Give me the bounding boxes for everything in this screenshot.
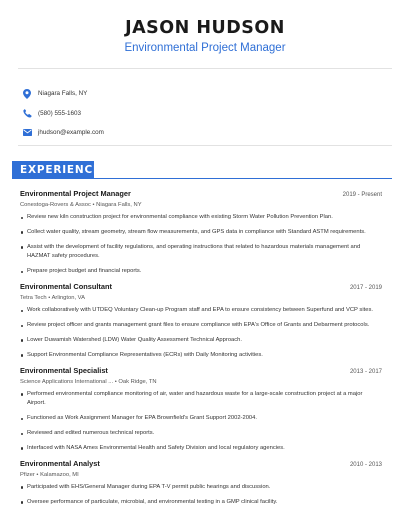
job-bullet: Collect water quality, stream geometry, stream flow measurements, and GPS data in compliance with Standard ASTM requirements.: [27, 228, 382, 238]
job-bullet: Participated with EHS/General Manager during EPA T-V permit public hearings and discussion.: [27, 483, 382, 493]
job-bullet: Performed environmental compliance monitoring of air, water and hazardous waste for a large-scale construction project at a major Airport.: [27, 390, 382, 409]
job-entry: [20, 282, 382, 360]
job-title: Environmental Analyst: [20, 458, 100, 468]
header-divider: [18, 68, 392, 69]
contact-phone: [22, 104, 104, 124]
job-title: Environmental Specialist: [20, 365, 108, 375]
job-dates: 2013 - 2017: [349, 368, 382, 375]
job-entry: [20, 189, 382, 277]
job-bullet: Support Environmental Compliance Representatives (ECRs) with Daily Monitoring activities.: [27, 351, 382, 361]
experience-heading-rule: [94, 178, 392, 179]
job-bullet: Review project officer and grants management grant files to ensure compliance with EPA's Office of Grants and Debarment protocols.: [27, 321, 382, 331]
candidate-name: JASON HUDSON: [125, 18, 285, 38]
job-bullet: Oversee performance of particulate, microbial, and environmental testing in a GMP clinical facility.: [27, 498, 382, 508]
job-bullet: Functioned as Work Assignment Manager for EPA Brownfield's Grant Support 2002-2004.: [27, 414, 382, 424]
candidate-role: Environmental Project Manager: [124, 42, 286, 54]
contact-phone-text: (580) 555-1603: [38, 109, 82, 117]
job-bullet: Review new kiln construction project for environmental compliance with existing Storm Water Pollution Prevention Plan.: [27, 213, 382, 223]
job-bullets: [20, 306, 382, 360]
job-bullets: [20, 483, 382, 507]
job-company-location: Pfizer • Kalamazoo, MI: [20, 471, 79, 478]
job-title: Environmental Consultant: [20, 282, 112, 292]
job-title: Environmental Project Manager: [20, 189, 131, 198]
job-company-location: Tetra Tech • Arlington, VA: [20, 295, 85, 302]
job-company-location: Science Applications International ... • Oak Ridge, TN: [20, 378, 157, 385]
job-bullet: Lower Duwamish Watershed (LDW) Water Quality Assessment Technical Approach.: [27, 336, 382, 346]
location-pin-icon: [22, 89, 32, 99]
contact-location-text: Niagara Falls, NY: [38, 90, 88, 98]
job-bullet: Reviewed and edited numerous technical reports.: [27, 429, 382, 439]
contact-divider: [18, 145, 392, 146]
contact-list: [22, 84, 104, 143]
contact-location: [22, 84, 104, 104]
job-bullet: Interfaced with NASA Ames Environmental Health and Safety Division and local regulatory agencies.: [27, 444, 382, 454]
job-bullets: [20, 213, 382, 277]
job-entry: [20, 366, 382, 454]
job-company-location: Conestoga-Rovers & Assoc • Niagara Falls, NY: [20, 202, 142, 208]
resume-header: [0, 0, 410, 56]
phone-icon: [22, 108, 32, 118]
contact-email: [22, 123, 104, 143]
job-bullet: Prepare project budget and financial reports.: [27, 267, 382, 277]
job-dates: 2017 - 2019: [349, 285, 382, 292]
job-dates: 2019 - Present: [342, 192, 382, 198]
job-entry: [20, 459, 382, 507]
job-bullet: Work collaboratively with UTDEQ Voluntary Clean-up Program staff and EPA to ensure consistency between Superfund and VCP sites.: [27, 306, 382, 316]
job-dates: 2010 - 2013: [349, 461, 382, 468]
job-bullets: [20, 390, 382, 454]
experience-heading: EXPERIENCE: [12, 161, 94, 179]
experience-list: [20, 189, 382, 512]
email-icon: [22, 128, 32, 138]
job-bullet: Assist with the development of facility regulations, and operating instructions that related to hazardous materials management and HAZMAT safety procedures.: [27, 243, 382, 262]
contact-email-text: jhudson@example.com: [38, 129, 104, 137]
